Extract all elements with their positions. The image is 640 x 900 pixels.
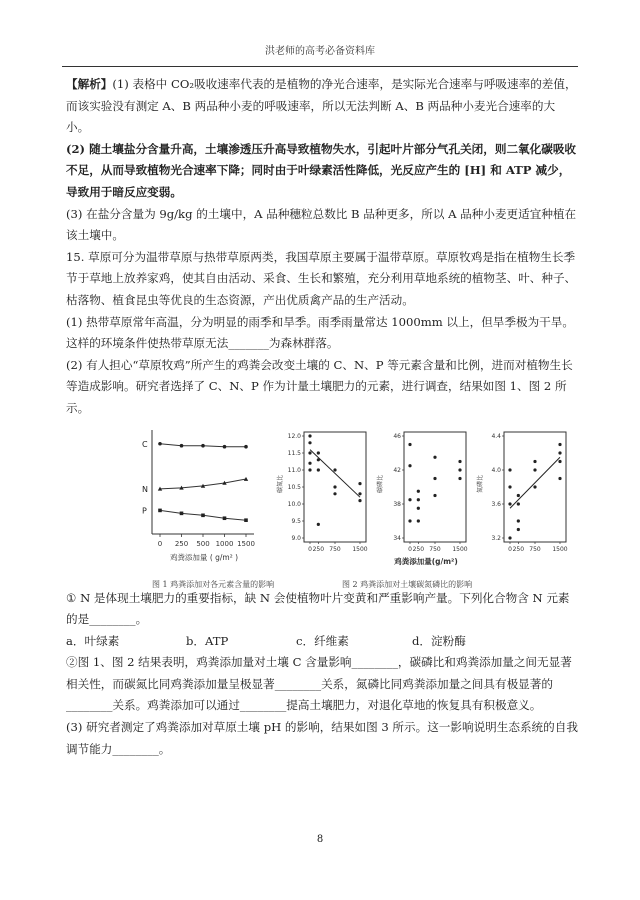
figure-2-panel-3 <box>476 432 568 553</box>
analysis-text-1: (1) 表格中 CO₂吸收速率代表的是植物的净光合速率，是实际光合速率与呼吸速率的差值，而该实验没有测定 A、B 两品种小麦的呼吸速率，所以无法判断 A、B 两品种小麦光合速率的大小。 <box>66 77 577 135</box>
series-C-point <box>223 444 227 448</box>
y-tick-label: 3.6 <box>491 500 501 508</box>
scatter-point <box>433 493 436 496</box>
panel-frame <box>404 432 466 542</box>
scatter-point <box>458 459 461 462</box>
x-tick-label: 750 <box>429 545 441 553</box>
figure-2-caption: 图 2 鸡粪添加对土壤碳氮磷比的影响 <box>342 579 473 589</box>
scatter-point <box>308 434 311 437</box>
scatter-point <box>408 464 411 467</box>
analysis-paragraph-2: (2) 随土壤盐分含量升高，土壤渗透压升高导致植物失水，引起叶片部分气孔关闭，则二氧化碳吸收不足，从而导致植物光合速率下降；同时由于叶绿素活性降低，光反应产生的 [H] 和 ATP 减少，导致用于暗反应变弱。 <box>66 141 577 199</box>
series-P-point <box>158 508 162 512</box>
scatter-point <box>558 476 561 479</box>
x-tick-label: 500 <box>196 539 210 548</box>
question-15-part-1: (1) 热带草原常年高温，分为明显的雨季和旱季。雨季雨量常达 1000mm 以上，但旱季极为干旱。这样的环境条件使热带草原无法_______为森林群落。 <box>66 314 574 351</box>
y-tick-label: 38 <box>393 500 401 508</box>
scatter-point <box>517 493 520 496</box>
scatter-point <box>533 459 536 462</box>
question-15-part-2: (2) 有人担心“草原牧鸡”所产生的鸡粪会改变土壤的 C、N、P 等元素含量和比例，进而对植物生长等造成影响。研究者选择了 C、N、P 作为计量土壤肥力的元素，进行调查，结果如图 1、图 2 所示。 <box>66 357 573 415</box>
y-tick-label: 42 <box>393 466 401 474</box>
scatter-point <box>308 451 311 454</box>
figure-1-chart <box>138 426 258 566</box>
panel-ylabel: 氮磷比 <box>477 474 484 493</box>
analysis-paragraph-1 <box>66 74 578 139</box>
option-b: b．ATP <box>186 633 229 648</box>
series-P-point <box>244 518 248 522</box>
x-tick-label: 250 <box>174 539 189 548</box>
question-15-sub-b: ②图 1、图 2 结果表明，鸡粪添加量对土壤 C 含量影响________，碳磷比和鸡粪添加量之间无显著相关性，而碳氮比同鸡粪添加量呈极显著________关系，氮磷比同鸡粪添加量之间具有极显著的________关系。鸡粪添加可以通过________提高土壤肥力，对退化草地的恢复具有积极意义。 <box>66 655 572 713</box>
series-C-point <box>201 443 205 447</box>
series-C-point <box>180 443 184 447</box>
scatter-point <box>408 442 411 445</box>
x-tick-label: 750 <box>529 545 541 553</box>
scatter-point <box>508 485 511 488</box>
x-tick-label: 0 <box>308 545 312 553</box>
question-15-intro: 15. 草原可分为温带草原与热带草原两类，我国草原主要属于温带草原。草原牧鸡是指在植物生长季节于草地上放养家鸡，使其自由活动、采食、生长和繁殖，充分利用草地系统的植物茎、叶、种子、枯落物、植食昆虫等优良的生态资源，产出优质禽产品的生产活动。 <box>66 249 577 307</box>
series-label-N: N <box>142 484 148 494</box>
scatter-point <box>417 489 420 492</box>
figure-2-chart <box>276 426 576 566</box>
y-tick-label: 10.5 <box>287 483 301 491</box>
trend-line <box>310 449 360 497</box>
figure-2-panel-1 <box>276 432 368 553</box>
scatter-point <box>317 451 320 454</box>
answer-options <box>66 631 578 653</box>
scatter-point <box>358 492 361 495</box>
y-tick-label: 11.0 <box>287 466 301 474</box>
y-tick-label: 9.5 <box>291 517 301 525</box>
scatter-point <box>458 476 461 479</box>
scatter-point <box>508 468 511 471</box>
scatter-point <box>517 519 520 522</box>
x-tick-label: 1500 <box>452 545 468 553</box>
scatter-point <box>333 468 336 471</box>
scatter-point <box>558 459 561 462</box>
page-number: 8 <box>316 834 324 845</box>
scatter-point <box>408 498 411 501</box>
option-a: a．叶绿素 <box>66 633 120 648</box>
x-tick-label: 0 <box>157 539 163 548</box>
x-tick-label: 250 <box>312 545 325 553</box>
figures-row <box>66 426 578 588</box>
x-tick-label: 250 <box>412 545 425 553</box>
scatter-point <box>308 461 311 464</box>
y-tick-label: 4.4 <box>491 432 501 440</box>
y-tick-label: 10.0 <box>287 500 301 508</box>
figure-2-panel-2 <box>376 432 468 553</box>
option-c: c．纤维素 <box>296 633 349 648</box>
x-tick-label: 0 <box>508 545 512 553</box>
scatter-point <box>508 536 511 539</box>
scatter-point <box>308 468 311 471</box>
x-tick-label: 750 <box>329 545 341 553</box>
trend-line <box>510 457 560 508</box>
page-header: 洪老师的高考必备资料库 <box>265 46 375 57</box>
x-tick-label: 1500 <box>352 545 368 553</box>
question-15-sub-a: ① N 是体现土壤肥力的重要指标，缺 N 会使植物叶片变黄和严重影响产量。下列化合物含 N 元素的是________。 <box>66 590 570 627</box>
panel-ylabel: 碳磷比 <box>377 474 384 493</box>
scatter-point <box>333 492 336 495</box>
scatter-point <box>317 522 320 525</box>
scatter-point <box>558 451 561 454</box>
series-P-point <box>223 516 227 520</box>
scatter-point <box>508 502 511 505</box>
series-label-C: C <box>142 439 148 449</box>
header-rule <box>62 66 578 67</box>
document-body <box>66 74 578 760</box>
scatter-point <box>517 502 520 505</box>
option-d: d．淀粉酶 <box>412 633 466 648</box>
series-P-point <box>180 511 184 515</box>
scatter-point <box>358 499 361 502</box>
scatter-point <box>317 468 320 471</box>
scatter-point <box>517 527 520 530</box>
y-tick-label: 34 <box>393 534 401 542</box>
y-tick-label: 46 <box>393 432 401 440</box>
scatter-point <box>558 442 561 445</box>
series-C-point <box>158 441 162 445</box>
scatter-point <box>533 485 536 488</box>
scatter-point <box>433 476 436 479</box>
scatter-point <box>417 506 420 509</box>
x-tick-label: 0 <box>408 545 412 553</box>
panel-ylabel: 碳氮比 <box>277 474 284 493</box>
figure-2-xlabel: 鸡粪添加量(g/m²) <box>394 556 458 566</box>
y-tick-label: 9.0 <box>291 534 301 542</box>
series-label-P: P <box>142 505 147 515</box>
scatter-point <box>358 482 361 485</box>
series-C-point <box>244 444 248 448</box>
x-tick-label: 1500 <box>552 545 568 553</box>
series-P-point <box>201 513 205 517</box>
scatter-point <box>533 468 536 471</box>
scatter-point <box>417 498 420 501</box>
scatter-point <box>458 468 461 471</box>
x-tick-label: 250 <box>512 545 525 553</box>
scatter-point <box>333 485 336 488</box>
x-tick-label: 1000 <box>215 539 234 548</box>
figure-1-xlabel: 鸡粪添加量 ( g/m² ) <box>169 552 239 562</box>
analysis-paragraph-3: (3) 在盐分含量为 9g/kg 的土壤中，A 品种穗粒总数比 B 品种更多，所以 A 品种小麦更适宜种植在该土壤中。 <box>66 206 577 243</box>
scatter-point <box>417 519 420 522</box>
x-tick-label: 1500 <box>237 539 255 548</box>
y-tick-label: 3.2 <box>491 534 501 542</box>
y-tick-label: 11.5 <box>287 449 301 457</box>
scatter-point <box>308 441 311 444</box>
y-tick-label: 4.0 <box>491 466 501 474</box>
y-tick-label: 12.0 <box>287 432 301 440</box>
scatter-point <box>408 519 411 522</box>
figure-1-caption: 图 1 鸡粪添加对各元素含量的影响 <box>152 579 275 589</box>
scatter-point <box>433 455 436 458</box>
question-15-part-3: (3) 研究者测定了鸡粪添加对草原土壤 pH 的影响，结果如图 3 所示。这一影响说明生态系统的自我调节能力________。 <box>66 720 578 756</box>
analysis-tag: 【解析】 <box>66 77 113 91</box>
